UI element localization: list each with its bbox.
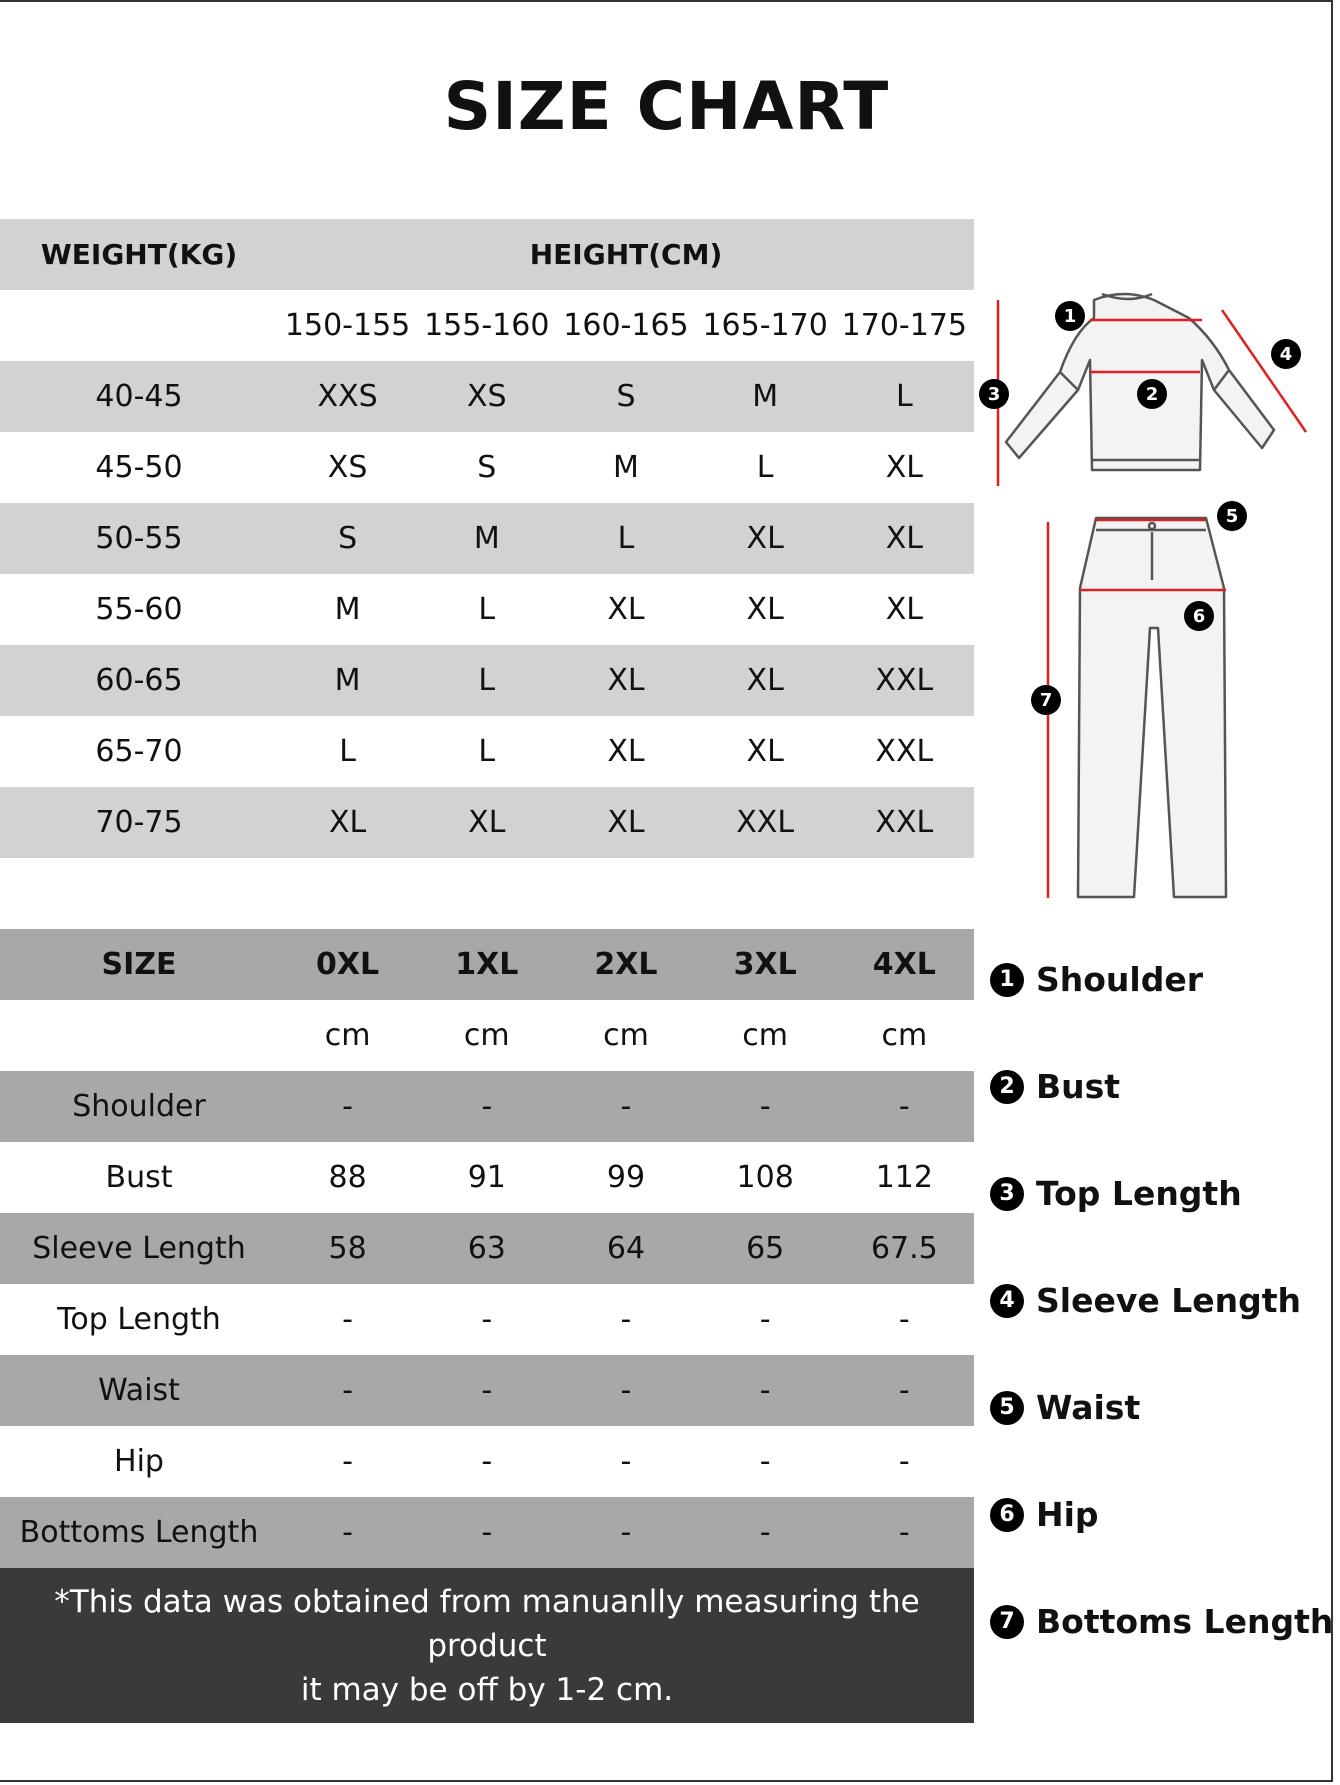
size-cell: L [478,592,496,627]
size-cell: S [616,379,636,414]
measure-label: Bust [105,1160,173,1195]
table-row [0,1213,974,1284]
legend-label: Top Length [1036,1174,1242,1213]
size-label: 1XL [455,947,519,982]
measure-cell: - [898,1089,910,1124]
size-header: SIZE [101,947,177,982]
marker-5 [1217,501,1247,531]
legend-item-bottoms-length [990,1602,1333,1641]
measure-cell: - [620,1302,632,1337]
legend-label: Waist [1036,1388,1141,1427]
size-cell: XXL [875,663,934,698]
measure-cell: 67.5 [870,1231,938,1266]
size-label: 0XL [316,947,380,982]
legend-number: 6 [990,1498,1024,1532]
legend-item-bust [990,1067,1120,1106]
legend-label: Bottoms Length [1036,1602,1334,1641]
size-cell: M [613,450,639,485]
page-title: SIZE CHART [443,68,890,145]
measure-cell: - [481,1302,493,1337]
measure-cell: 91 [467,1160,506,1195]
height-range: 165-170 [702,308,828,343]
measure-cell: - [481,1515,493,1550]
table-row [0,1284,974,1355]
table-row [0,432,974,503]
size-cell: XL [885,592,923,627]
marker-4 [1271,339,1301,369]
size-recommendation-table [0,219,974,858]
legend-item-hip [990,1495,1099,1534]
measure-cell: - [759,1444,771,1479]
table-row [0,716,974,787]
units-row [0,1000,974,1071]
legend-item-waist [990,1388,1140,1427]
height-header: HEIGHT(CM) [529,238,723,271]
size-label: 3XL [733,947,797,982]
size-cell: XL [746,663,784,698]
size-cell: M [752,379,779,414]
legend-label: Sleeve Length [1036,1281,1302,1320]
table-header-row [0,929,974,1000]
legend-number: 4 [990,1284,1024,1318]
size-cell: XL [746,521,784,556]
svg-text:7: 7 [1039,690,1053,711]
measure-cell: - [759,1373,771,1408]
height-range: 150-155 [284,308,411,343]
legend-item-shoulder [990,960,1203,999]
measure-label: Bottoms Length [19,1515,259,1550]
legend-number: 1 [990,963,1024,997]
size-cell: XL [328,805,367,840]
measure-cell: 65 [746,1231,785,1266]
measure-cell: - [898,1444,910,1479]
measure-cell: - [342,1515,353,1550]
weight-cell: 70-75 [95,805,183,840]
size-cell: XXL [875,805,934,840]
measure-cell: - [342,1444,353,1479]
weight-cell: 65-70 [95,734,183,769]
size-cell: L [478,734,496,769]
size-cell: XXL [875,734,934,769]
measure-cell: - [620,1515,632,1550]
legend-number: 3 [990,1177,1024,1211]
size-cell: M [473,521,500,556]
pants-illustration [1078,518,1226,897]
legend-number: 2 [990,1070,1024,1104]
measure-cell: - [759,1302,771,1337]
measure-cell: - [759,1515,771,1550]
size-cell: L [617,521,635,556]
table-header-row [0,219,974,290]
marker-7 [1031,685,1061,715]
size-cell: L [339,734,356,769]
table-row [0,645,974,716]
legend-number: 7 [990,1605,1024,1639]
size-cell: L [895,379,913,414]
size-cell: L [478,663,496,698]
size-cell: XL [746,734,784,769]
legend-label: Hip [1036,1495,1099,1534]
svg-text:3: 3 [987,384,1001,405]
marker-3 [979,379,1009,409]
unit-cell: cm [603,1018,649,1053]
weight-cell: 40-45 [95,379,183,414]
measure-cell: - [342,1373,353,1408]
size-cell: XL [607,663,645,698]
marker-6 [1184,601,1214,631]
table-row [0,574,974,645]
table-row [0,1142,974,1213]
measurement-note [0,1568,974,1723]
measurement-table [0,929,974,1568]
legend-label: Bust [1036,1067,1121,1106]
unit-cell: cm [881,1018,928,1053]
measure-label: Hip [114,1444,164,1479]
measure-label: Shoulder [72,1089,206,1124]
svg-text:5: 5 [1225,506,1239,527]
garment-diagram-svg [974,280,1333,920]
size-cell: M [334,592,361,627]
legend-label: Shoulder [1036,960,1204,999]
height-range: 170-175 [841,308,968,343]
measure-cell: - [481,1089,493,1124]
measure-cell: - [898,1373,910,1408]
measure-cell: 108 [736,1160,794,1195]
measure-cell: - [342,1302,353,1337]
measure-cell: 88 [328,1160,367,1195]
size-cell: XL [607,592,645,627]
measure-cell: 64 [606,1231,646,1266]
weight-cell: 45-50 [95,450,183,485]
size-cell: M [334,663,361,698]
height-ranges-row [0,290,974,361]
size-cell: S [338,521,358,556]
measure-cell: - [620,1373,632,1408]
legend-item-sleeve-length [990,1281,1301,1320]
size-cell: XS [466,379,507,414]
weight-header: WEIGHT(KG) [40,238,238,271]
measure-cell: 58 [328,1231,367,1266]
size-cell: XXS [317,379,378,414]
table-row [0,503,974,574]
size-label: 2XL [594,947,658,982]
legend-item-top-length [990,1174,1242,1213]
svg-text:4: 4 [1279,344,1293,365]
measure-cell: 112 [875,1160,933,1195]
weight-cell: 55-60 [95,592,183,627]
size-cell: XL [468,805,506,840]
height-range: 160-165 [563,308,689,343]
unit-cell: cm [742,1018,789,1053]
size-cell: XL [607,805,645,840]
measure-cell: - [620,1444,632,1479]
legend-number: 5 [990,1391,1024,1425]
size-cell: L [756,450,774,485]
measure-cell: 63 [467,1231,506,1266]
table-row [0,787,974,858]
measure-cell: - [898,1302,910,1337]
table-row [0,1355,974,1426]
measure-cell: - [342,1089,353,1124]
table-row [0,1071,974,1142]
measure-label: Waist [98,1373,180,1408]
size-cell: XL [885,521,923,556]
size-cell: S [477,450,497,485]
note-line-1: *This data was obtained from manuanlly measuring the product [54,1583,920,1664]
measure-cell: - [759,1089,771,1124]
svg-text:2: 2 [1145,384,1159,405]
svg-text:6: 6 [1192,606,1206,627]
marker-1 [1055,301,1085,331]
measure-cell: - [898,1515,910,1550]
note-line-2: it may be off by 1-2 cm. [300,1671,674,1708]
size-cell: XL [885,450,923,485]
garment-diagram [974,280,1333,920]
weight-cell: 60-65 [95,663,183,698]
size-cell: XL [607,734,645,769]
unit-cell: cm [463,1018,510,1053]
measure-cell: 99 [606,1160,646,1195]
weight-cell: 50-55 [95,521,183,556]
unit-cell: cm [324,1018,371,1053]
table-row [0,1497,974,1568]
measure-cell: - [481,1373,493,1408]
height-range: 155-160 [424,308,550,343]
measure-label: Top Length [57,1302,221,1337]
table-row [0,361,974,432]
table-row [0,1426,974,1497]
size-cell: XL [746,592,784,627]
size-cell: XXL [736,805,795,840]
size-cell: XS [327,450,368,485]
size-label: 4XL [872,947,936,982]
svg-text:1: 1 [1063,306,1077,327]
marker-2 [1137,379,1167,409]
measure-cell: - [481,1444,493,1479]
measure-cell: - [620,1089,632,1124]
measure-label: Sleeve Length [32,1231,246,1266]
